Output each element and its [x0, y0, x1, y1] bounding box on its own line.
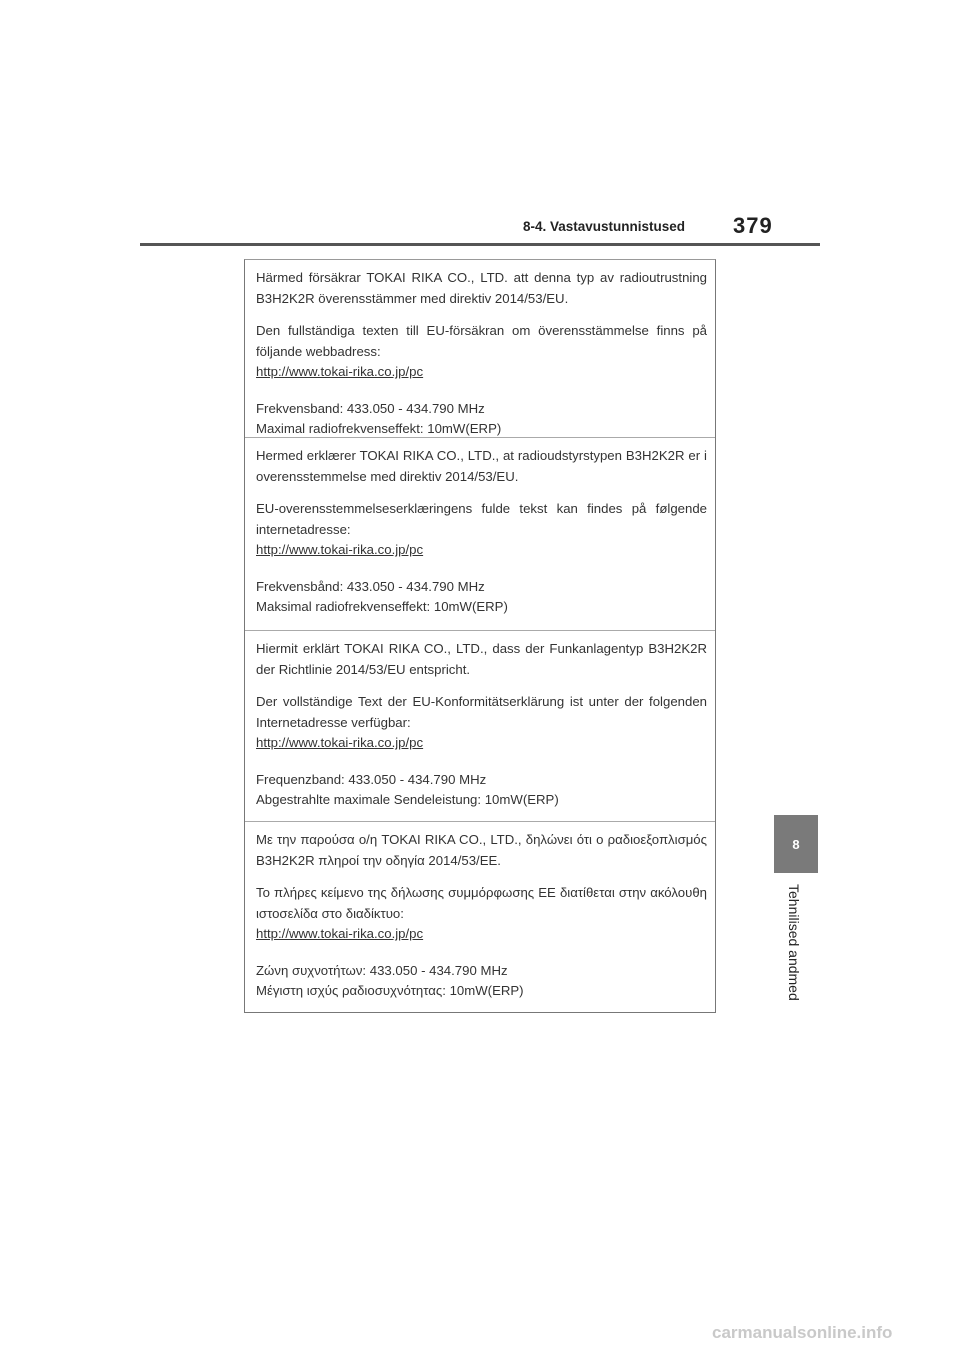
- frequency-band: Frekvensband: 433.050 - 434.790 MHz: [256, 400, 485, 416]
- declaration-intro: Härmed försäkrar TOKAI RIKA CO., LTD. att denna typ av radioutrustning B3H2K2R överensstämmer med direktiv 2014/53/EU.: [256, 270, 707, 306]
- page-number: 379: [733, 213, 773, 238]
- max-power: Maximal radiofrekvenseffekt: 10mW(ERP): [256, 421, 502, 436]
- declaration-intro: Hiermit erklärt TOKAI RIKA CO., LTD., dass der Funkanlagentyp B3H2K2R der Richtlinie 2014/53/EU entspricht.: [256, 641, 707, 677]
- declaration-url-link[interactable]: http://www.tokai-rika.co.jp/pc: [256, 735, 424, 750]
- frequency-band: Frequenzband: 433.050 - 434.790 MHz: [256, 771, 487, 787]
- declaration-text: Το πλήρες κείμενο της δήλωσης συμμόρφωσης ΕΕ διατίθεται στην ακόλουθη ιστοσελίδα στο διαδίκτυο:: [256, 885, 707, 921]
- declaration-intro: Hermed erklærer TOKAI RIKA CO., LTD., at radioudstyrstypen B3H2K2R er i overensstemmelse med direktiv 2014/53/EU.: [256, 448, 707, 484]
- declaration-intro: Με την παρούσα ο/η TOKAI RIKA CO., LTD., δηλώνει ότι ο ραδιοεξοπλισμός B3H2K2R πληροί την οδηγία 2014/53/ΕΕ.: [256, 832, 707, 868]
- frequency-band: Frekvensbånd: 433.050 - 434.790 MHz: [256, 578, 485, 594]
- max-power: Abgestrahlte maximale Sendeleistung: 10mW(ERP): [256, 792, 559, 807]
- watermark: carmanualsonline.info: [712, 1323, 893, 1342]
- frequency-band: Ζώνη συχνοτήτων: 433.050 - 434.790 MHz: [256, 962, 508, 978]
- declaration-danish: [245, 438, 715, 631]
- declaration-german: [245, 631, 715, 822]
- declaration-url-link[interactable]: http://www.tokai-rika.co.jp/pc: [256, 926, 424, 941]
- header-divider: [140, 243, 820, 246]
- declaration-greek: [245, 822, 715, 1012]
- declaration-url-link[interactable]: http://www.tokai-rika.co.jp/pc: [256, 542, 424, 557]
- declaration-url-link[interactable]: http://www.tokai-rika.co.jp/pc: [256, 364, 424, 379]
- max-power: Maksimal radiofrekvenseffekt: 10mW(ERP): [256, 599, 508, 614]
- chapter-tab[interactable]: 8: [774, 815, 818, 873]
- declaration-swedish: [245, 260, 715, 438]
- declaration-text: Der vollständige Text der EU-Konformitätserklärung ist unter der folgenden Internetadresse verfügbar:: [256, 694, 707, 730]
- declaration-box: [244, 259, 716, 1013]
- section-title: 8-4. Vastavustunnistused: [523, 219, 686, 234]
- chapter-label: Tehnilised andmed: [786, 884, 802, 1001]
- max-power: Μέγιστη ισχύς ραδιοσυχνότητας: 10mW(ERP): [256, 983, 524, 998]
- declaration-text: EU-overensstemmelseserklæringens fulde tekst kan findes på følgende internetadresse:: [256, 501, 707, 537]
- declaration-text: Den fullständiga texten till EU-försäkran om överensstämmelse finns på följande webbadress:: [256, 323, 707, 359]
